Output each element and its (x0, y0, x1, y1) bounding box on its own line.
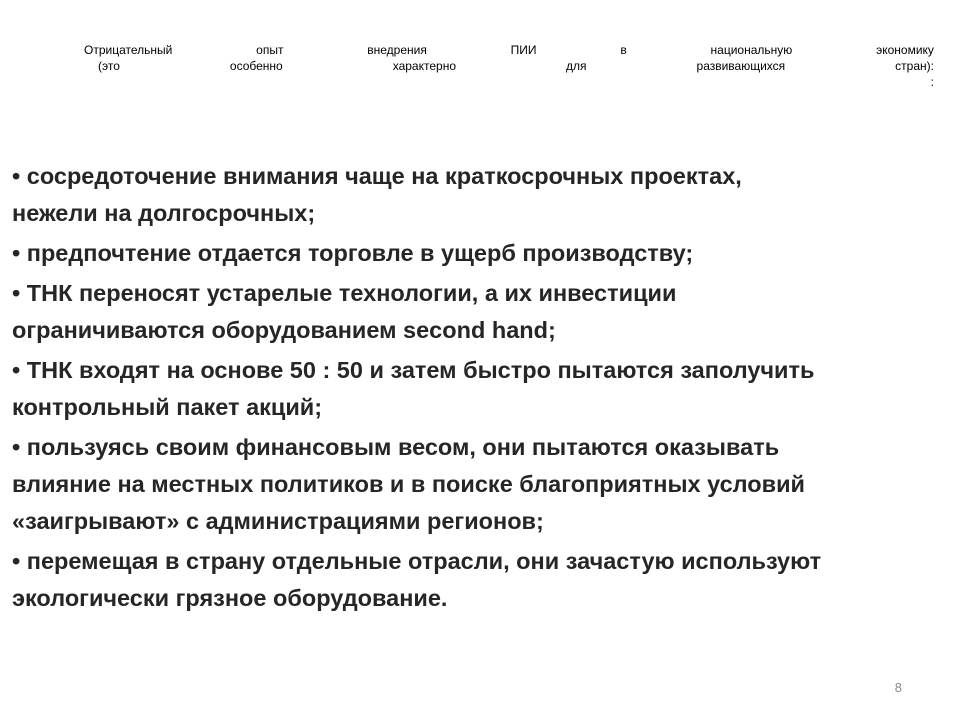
title-word: внедрения (367, 43, 427, 57)
bullet-item (12, 275, 942, 349)
bullet-text: экологически грязное оборудование. (12, 585, 448, 611)
title-word: особенно (229, 59, 283, 73)
bullet-item (12, 235, 942, 272)
bullet-text: ограничиваются оборудованием second hand; (12, 317, 556, 343)
bullet-text: влияние на местных политиков и в поиске благоприятных условий (12, 471, 805, 497)
title-word: опыт (256, 43, 284, 57)
bullet-item (12, 158, 942, 232)
bullet-item (12, 543, 942, 617)
bullet-text: контрольный пакет акций; (12, 394, 323, 420)
title-word: в (620, 43, 627, 57)
title-word: стран): (895, 59, 934, 73)
title-word: развивающихся (696, 59, 786, 73)
bullet-text: нежели на долгосрочных; (12, 200, 316, 226)
bullet-text: • пользуясь своим финансовым весом, они пытаются оказывать (12, 434, 780, 460)
bullet-list (12, 158, 942, 620)
title-word: национальную (710, 43, 793, 57)
title-word: характерно (392, 59, 456, 73)
title-line-1 (84, 42, 934, 58)
title-word: для (566, 59, 587, 73)
page-number: 8 (894, 680, 902, 695)
title-word: ПИИ (510, 43, 537, 57)
title-line-3 (84, 74, 934, 90)
title-line-2 (84, 58, 934, 74)
bullet-text: • ТНК входят на основе 50 : 50 и затем быстро пытаются заполучить (12, 357, 815, 383)
bullet-item (12, 352, 942, 426)
bullet-text: • ТНК переносят устарелые технологии, а их инвестиции (12, 280, 677, 306)
title-word: Отрицательный (84, 43, 173, 57)
bullet-text: • предпочтение отдается торговле в ущерб производству; (12, 240, 694, 266)
bullet-text: • сосредоточение внимания чаще на краткосрочных проектах, (12, 163, 742, 189)
title-word: экономику (876, 43, 934, 57)
title-word: (это (98, 59, 120, 73)
title-colon: : (930, 75, 934, 89)
slide-title (84, 42, 934, 90)
bullet-text: «заигрывают» с администрациями регионов; (12, 508, 544, 534)
bullet-item (12, 429, 942, 540)
bullet-text: • перемещая в страну отдельные отрасли, они зачастую используют (12, 548, 822, 574)
